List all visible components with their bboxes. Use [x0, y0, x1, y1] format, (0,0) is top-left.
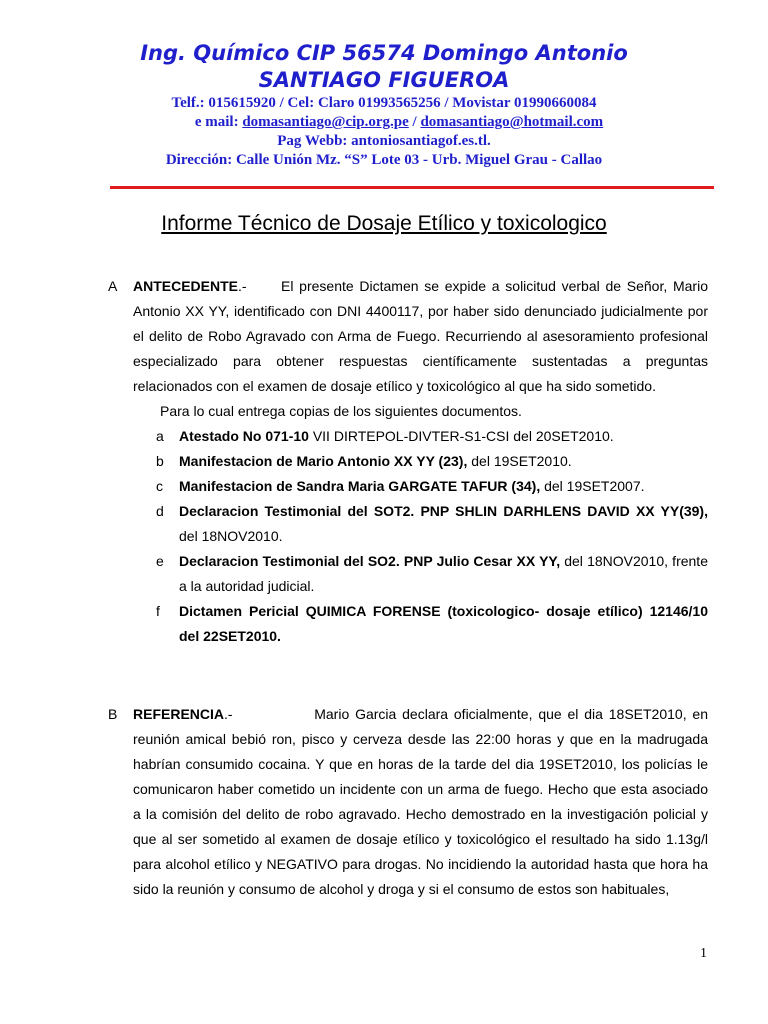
- section-b-letter: B: [108, 706, 118, 722]
- list-item: [133, 424, 708, 449]
- email-line: [0, 113, 768, 132]
- list-item-detail: del 19SET2010.: [467, 453, 572, 469]
- list-item: [133, 474, 708, 499]
- email-link-2[interactable]: domasantiago@hotmail.com: [420, 114, 604, 130]
- list-item-detail: del 18NOV2010, frente a la autoridad judicial.: [179, 553, 708, 594]
- list-item: [133, 499, 708, 549]
- section-a-paragraph: [133, 274, 708, 399]
- section-a: [108, 274, 708, 649]
- section-a-text: El presente Dictamen se expide a solicitud verbal de Señor, Mario Antonio XX YY, identificado con DNI 4400117, por haber sido denunciado judicialmente por el delito de Robo Agravado con Arma de Fuego. Recurriendo al asesoramiento profesional especializado para obtener respuestas científicamente sustentadas a preguntas relacionados con el examen de dosaje etílico y toxicológico al que ha sido sometido.: [133, 278, 708, 394]
- section-b-paragraph: [133, 702, 708, 902]
- list-item-detail: del 19SET2007.: [540, 478, 645, 494]
- section-b-heading: REFERENCIA: [133, 706, 225, 722]
- email-separator: /: [408, 114, 421, 130]
- author-name-line2: SANTIAGO FIGUEROA: [258, 68, 510, 92]
- letterhead: [0, 40, 768, 170]
- list-item-letter: c: [156, 478, 163, 494]
- section-b: [108, 702, 708, 902]
- address-line: Dirección: Calle Unión Mz. “S” Lote 03 - Urb. Miguel Grau - Callao: [165, 152, 603, 168]
- author-name-line1: Ing. Químico CIP 56574 Domingo Antonio: [140, 41, 628, 65]
- phone-line: Telf.: 015615920 / Cel: Claro 01993565256 / Movistar 01990660084: [171, 95, 597, 111]
- list-item-detail: VII DIRTEPOL-DIVTER-S1-CSI del 20SET2010.: [308, 428, 614, 444]
- email-link-1[interactable]: domasantiago@cip.org.pe: [242, 114, 409, 130]
- section-a-letter: A: [108, 278, 118, 294]
- list-item-letter: d: [156, 503, 164, 519]
- list-item: [133, 599, 708, 649]
- section-a-heading: ANTECEDENTE: [133, 278, 239, 294]
- list-item-detail: del 18NOV2010.: [179, 528, 283, 544]
- list-item-title: Manifestacion de Mario Antonio XX YY (23),: [179, 453, 468, 469]
- document-list: [133, 424, 708, 649]
- list-item-title: Atestado No 071-10: [179, 428, 309, 444]
- page-number: 1: [700, 946, 707, 961]
- email-prefix: e mail:: [194, 114, 243, 130]
- header-divider: [110, 186, 714, 189]
- section-a-intro: Para lo cual entrega copias de los siguientes documentos.: [160, 403, 522, 419]
- list-item-title: Declaracion Testimonial del SO2. PNP Julio Cesar XX YY,: [179, 553, 561, 569]
- list-item-title: Manifestacion de Sandra Maria GARGATE TAFUR (34),: [179, 478, 541, 494]
- list-item: [133, 449, 708, 474]
- list-item-title: Dictamen Pericial QUIMICA FORENSE (toxicologico- dosaje etílico) 12146/10 del 22SET2010.: [179, 603, 708, 644]
- list-item-title: Declaracion Testimonial del SOT2. PNP SHLIN DARHLENS DAVID XX YY(39),: [179, 503, 708, 519]
- section-b-heading-suffix: .-: [224, 706, 233, 722]
- list-item-letter: f: [156, 603, 160, 619]
- list-item: [133, 549, 708, 599]
- web-line: Pag Webb: antoniosantiagof.es.tl.: [277, 133, 491, 149]
- list-item-letter: b: [156, 453, 164, 469]
- section-a-heading-suffix: .-: [238, 278, 247, 294]
- section-b-text: Mario Garcia declara oficialmente, que el dia 18SET2010, en reunión amical bebió ron, pisco y cerveza desde las 22:00 horas y que en la madrugada habrían consumido cocaina. Y que en horas de la tarde del dia 19SET2010, los policías le comunicaron haber cometido un incidente con un arma de fuego. Hecho que esta asociado a la comisión del delito de robo agravado. Hecho demostrado en la investigación policial y que al ser sometido al examen de dosaje etílico y toxicológico el resultado ha sido 1.13g/l para alcohol etílico y NEGATIVO para drogas. No incidiendo la autoridad hasta que hora ha sido la reunión y consumo de alcohol y droga y si el consumo de estos son habituales,: [133, 706, 708, 897]
- document-title: Informe Técnico de Dosaje Etílico y toxicologico: [161, 212, 607, 235]
- list-item-letter: e: [156, 553, 164, 569]
- list-item-letter: a: [156, 428, 164, 444]
